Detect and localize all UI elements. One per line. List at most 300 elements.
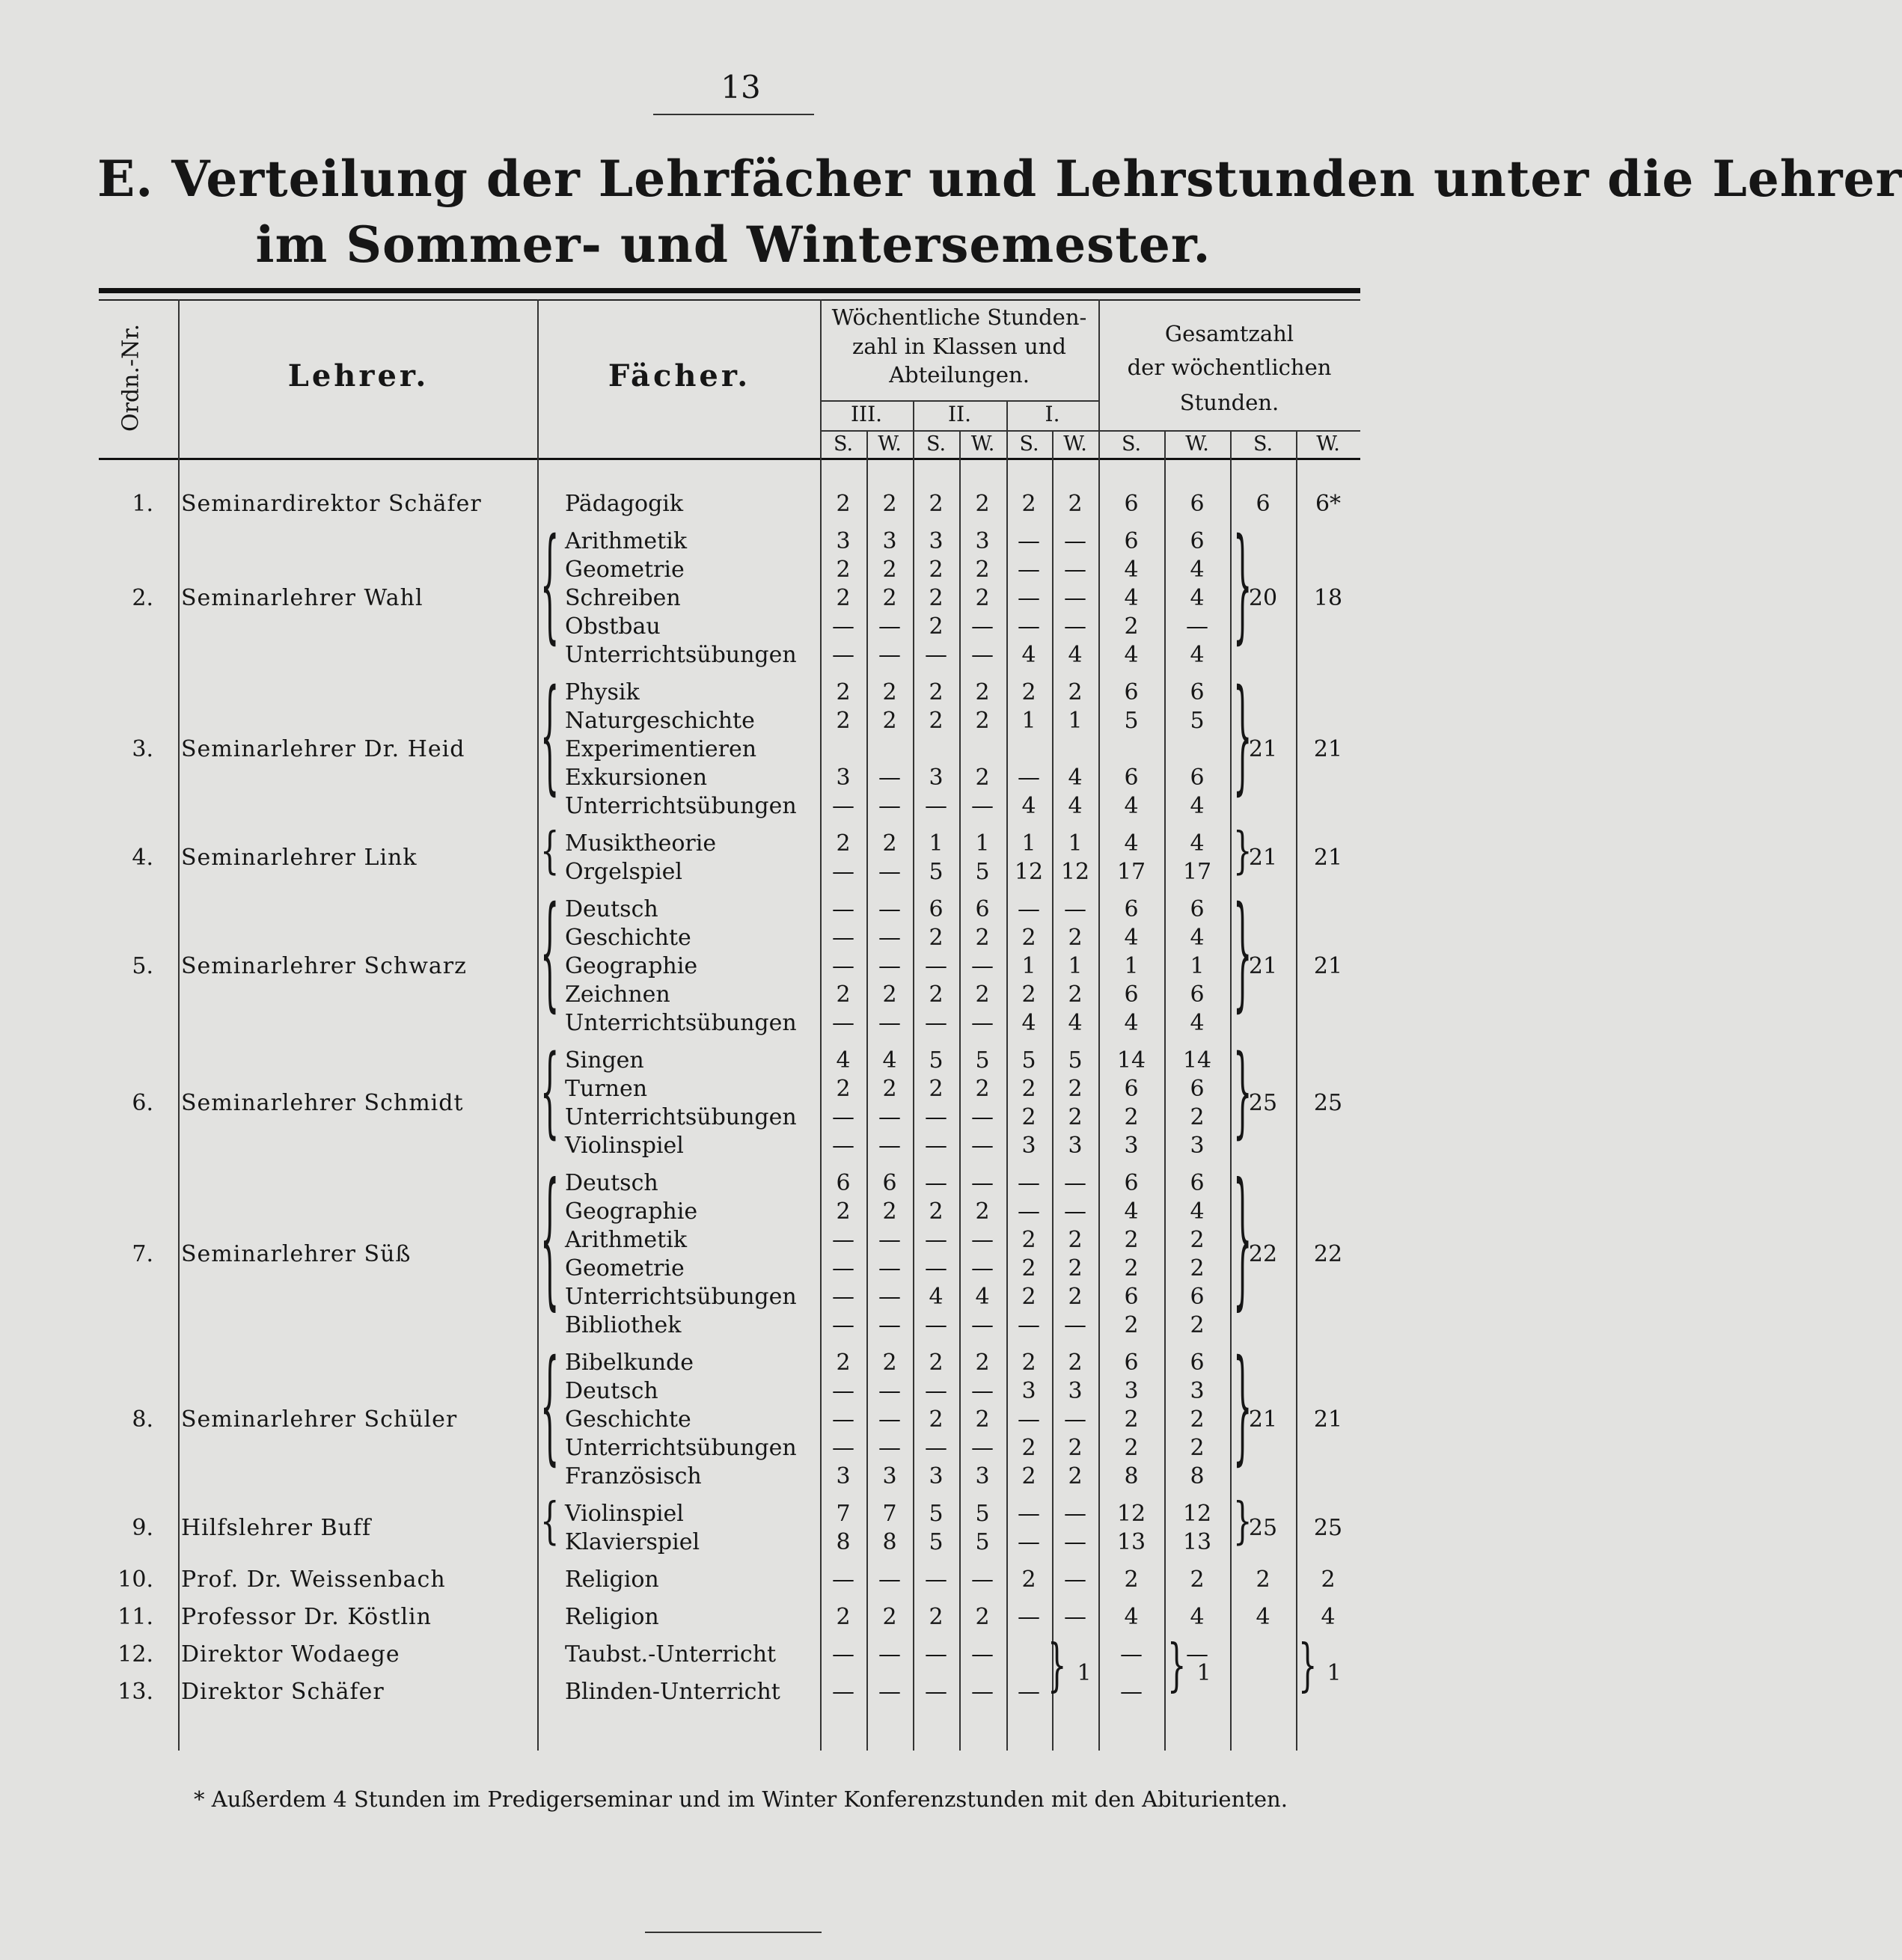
hours-value: — xyxy=(832,925,854,951)
subject-name: Französisch xyxy=(565,1463,702,1489)
hours-value: 2 xyxy=(975,679,990,705)
hours-value: — xyxy=(971,642,994,668)
hours-value: — xyxy=(878,1435,901,1461)
subject-name: Unterrichtsübungen xyxy=(565,1284,797,1310)
subject-name: Zeichnen xyxy=(565,981,670,1008)
hours-value: — xyxy=(925,1567,947,1593)
total-winter: 18 xyxy=(1313,585,1343,611)
hours-value: 4 xyxy=(1190,925,1205,951)
hours-value: 6 xyxy=(1124,1076,1139,1102)
teacher-name: Seminarlehrer Schmidt xyxy=(181,1090,464,1116)
hours-value: 5 xyxy=(929,1047,944,1074)
hours-value: — xyxy=(925,1641,947,1667)
teacher-name: Direktor Wodaege xyxy=(181,1641,400,1667)
total-sommer: 21 xyxy=(1248,953,1278,979)
hours-value: — xyxy=(832,793,854,819)
ordinal-number: 13. xyxy=(117,1679,153,1705)
hours-value: — xyxy=(878,1567,901,1593)
subject-name: Bibliothek xyxy=(565,1312,682,1338)
header-sommer: S. xyxy=(926,432,947,456)
hours-value: 6 xyxy=(1190,679,1205,705)
hours-value: — xyxy=(1064,1567,1086,1593)
subject-name: Klavierspiel xyxy=(565,1529,700,1555)
hours-value: 3 xyxy=(1068,1133,1083,1159)
hours-value: — xyxy=(832,1435,854,1461)
total-winter: 22 xyxy=(1313,1241,1343,1267)
hours-value: — xyxy=(971,1133,994,1159)
hours-value: 2 xyxy=(1190,1567,1205,1593)
right-brace: } xyxy=(1233,1036,1253,1150)
hours-value: 2 xyxy=(836,679,851,705)
hours-value: — xyxy=(878,1378,901,1404)
teacher-name: Direktor Schäfer xyxy=(181,1679,385,1705)
hours-value: 6 xyxy=(1124,1284,1139,1310)
hours-value: — xyxy=(971,1255,994,1281)
hours-value: 17 xyxy=(1182,859,1212,885)
hours-value: 2 xyxy=(1021,981,1036,1008)
hours-value: 3 xyxy=(1021,1378,1036,1404)
hours-value: — xyxy=(1018,896,1040,922)
hours-value: 2 xyxy=(929,679,944,705)
subject-name: Geometrie xyxy=(565,1255,685,1281)
hours-value: — xyxy=(1018,1529,1040,1555)
total-sommer: 25 xyxy=(1248,1515,1278,1541)
hours-value: 5 xyxy=(1124,708,1139,734)
hours-value: — xyxy=(971,1435,994,1461)
left-brace: { xyxy=(540,1155,560,1326)
hours-value: — xyxy=(878,642,901,668)
left-brace: { xyxy=(540,666,560,809)
hours-value: 4 xyxy=(1190,585,1205,611)
hours-value: 3 xyxy=(929,765,944,791)
hours-value: — xyxy=(878,1010,901,1036)
teacher-name: Seminarlehrer Link xyxy=(181,845,418,871)
hours-value: 2 xyxy=(1124,1104,1139,1130)
hours-value: 4 xyxy=(1021,793,1036,819)
hours-value: 14 xyxy=(1116,1047,1146,1074)
subject-name: Obstbau xyxy=(565,613,661,640)
hours-value: 6 xyxy=(1124,1350,1139,1376)
hours-value: 5 xyxy=(1068,1047,1083,1074)
hours-value: 2 xyxy=(1021,1227,1036,1253)
right-brace: } xyxy=(1233,1155,1253,1326)
subject-name: Blinden-Unterricht xyxy=(565,1679,780,1705)
hours-value: — xyxy=(832,1284,854,1310)
hours-value: — xyxy=(832,1227,854,1253)
hours-value: — xyxy=(971,1227,994,1253)
hours-value: 1 xyxy=(1124,953,1139,979)
hours-value: — xyxy=(971,1641,994,1667)
table-top-thick-rule xyxy=(99,288,1360,293)
hours-value: 6 xyxy=(1124,896,1139,922)
total-winter: 25 xyxy=(1313,1515,1343,1541)
right-brace: } xyxy=(1048,1633,1067,1699)
hours-value: 6 xyxy=(1190,1284,1205,1310)
hours-value: — xyxy=(1064,1529,1086,1555)
hours-value: — xyxy=(1018,557,1040,583)
total-sommer: 22 xyxy=(1248,1241,1278,1267)
hours-value: 2 xyxy=(1124,1312,1139,1338)
left-brace: { xyxy=(540,823,560,880)
hours-value: — xyxy=(971,1567,994,1593)
hours-value: 2 xyxy=(1021,1463,1036,1489)
hours-value: 6 xyxy=(1190,528,1205,554)
hours-value: 2 xyxy=(1021,1284,1036,1310)
hours-value: — xyxy=(925,1378,947,1404)
hours-value: — xyxy=(925,1010,947,1036)
total-sommer: 25 xyxy=(1248,1090,1278,1116)
hours-value: — xyxy=(832,613,854,640)
teacher-name: Seminarlehrer Schwarz xyxy=(181,953,467,979)
hours-value: 2 xyxy=(1068,1255,1083,1281)
hours-value: — xyxy=(878,896,901,922)
hours-value: 2 xyxy=(929,491,944,517)
total-sommer: 21 xyxy=(1248,845,1278,871)
hours-value: 2 xyxy=(1068,1104,1083,1130)
teacher-name: Seminarlehrer Süß xyxy=(181,1241,412,1267)
hours-value: 2 xyxy=(975,925,990,951)
ordinal-number: 11. xyxy=(117,1604,153,1630)
hours-value: 5 xyxy=(1021,1047,1036,1074)
hours-value: 4 xyxy=(1124,793,1139,819)
hours-value: — xyxy=(878,793,901,819)
hours-value: 2 xyxy=(1124,1567,1139,1593)
hours-value: — xyxy=(1064,557,1086,583)
header-winter: W. xyxy=(878,432,902,456)
header-winter: W. xyxy=(1185,432,1209,456)
hours-value: 2 xyxy=(975,708,990,734)
subject-name: Religion xyxy=(565,1604,659,1630)
right-brace: } xyxy=(1298,1633,1318,1699)
hours-value: — xyxy=(971,1378,994,1404)
hours-value: — xyxy=(1120,1641,1143,1667)
subject-name: Religion xyxy=(565,1567,659,1593)
hours-value: — xyxy=(878,1406,901,1433)
hours-value: 2 xyxy=(975,1406,990,1433)
total-winter: 4 xyxy=(1321,1604,1336,1630)
header-class-ii: II. xyxy=(947,402,972,426)
header-faecher: Fächer. xyxy=(608,358,751,393)
hours-value: 4 xyxy=(1190,830,1205,857)
hours-value: 2 xyxy=(836,585,851,611)
total-sommer: 6 xyxy=(1256,491,1270,517)
hours-value: — xyxy=(925,1435,947,1461)
hours-value: — xyxy=(1064,528,1086,554)
hours-value: 2 xyxy=(1190,1406,1205,1433)
hours-value: 2 xyxy=(882,679,897,705)
hours-value: — xyxy=(1018,1406,1040,1433)
hours-value: 1 xyxy=(1021,953,1036,979)
header-winter: W. xyxy=(970,432,995,456)
hours-value: 4 xyxy=(1190,557,1205,583)
hours-value: 2 xyxy=(929,1350,944,1376)
hours-value: — xyxy=(1064,896,1086,922)
total-sommer: 20 xyxy=(1248,585,1278,611)
table-top-thin-rule xyxy=(99,299,1360,301)
hours-value: 3 xyxy=(1124,1133,1139,1159)
title-line-1: E. Verteilung der Lehrfächer und Lehrstunden unter die Lehrer xyxy=(97,150,1902,208)
subject-name: Experimentieren xyxy=(565,736,757,762)
hours-value: 5 xyxy=(975,859,990,885)
hours-value: — xyxy=(925,1133,947,1159)
hours-value: 3 xyxy=(1021,1133,1036,1159)
hours-value: — xyxy=(1018,1198,1040,1225)
hours-value: 3 xyxy=(975,528,990,554)
col-divider xyxy=(178,299,180,1751)
hours-value: 6 xyxy=(882,1170,897,1196)
hours-value: 2 xyxy=(1190,1255,1205,1281)
hours-value: — xyxy=(878,613,901,640)
hours-value: — xyxy=(832,1010,854,1036)
hours-value: 4 xyxy=(1190,793,1205,819)
header-bottom-rule xyxy=(99,458,1360,460)
hours-value: 5 xyxy=(975,1529,990,1555)
hours-value: — xyxy=(832,1378,854,1404)
hours-value: 2 xyxy=(882,1604,897,1630)
subject-name: Unterrichtsübungen xyxy=(565,642,797,668)
ordinal-number: 2. xyxy=(132,585,153,611)
hours-value: 4 xyxy=(1021,642,1036,668)
hours-value: 4 xyxy=(1124,585,1139,611)
hours-value: 6 xyxy=(1190,981,1205,1008)
hours-value: 6 xyxy=(929,896,944,922)
subject-name: Deutsch xyxy=(565,896,658,922)
hours-value: 1 xyxy=(1021,830,1036,857)
hours-value: 2 xyxy=(975,765,990,791)
ordinal-number: 1. xyxy=(132,491,153,517)
subject-name: Violinspiel xyxy=(565,1133,684,1159)
teacher-name: Seminarlehrer Schüler xyxy=(181,1406,458,1433)
hours-value: 6 xyxy=(1124,765,1139,791)
hours-value: — xyxy=(878,1679,901,1705)
total-winter: 21 xyxy=(1313,953,1343,979)
hours-value: 3 xyxy=(929,528,944,554)
hours-value: — xyxy=(1120,1679,1143,1705)
hours-value: 2 xyxy=(1021,1104,1036,1130)
hours-value: — xyxy=(925,1679,947,1705)
subject-name: Geographie xyxy=(565,953,698,979)
bottom-ornament-rule xyxy=(645,1932,822,1933)
total-winter: 6* xyxy=(1315,491,1342,517)
hours-value: 4 xyxy=(1124,830,1139,857)
hours-value: 2 xyxy=(929,613,944,640)
hours-value: 5 xyxy=(1190,708,1205,734)
hours-value: 2 xyxy=(929,585,944,611)
hours-value: — xyxy=(925,1104,947,1130)
header-weekly-1: Wöchentliche Stunden- xyxy=(831,304,1087,330)
left-brace: { xyxy=(540,1493,560,1550)
subject-name: Geschichte xyxy=(565,1406,691,1433)
hours-value: 2 xyxy=(929,1198,944,1225)
header-total-3: Stunden. xyxy=(1179,390,1279,415)
total-winter: 21 xyxy=(1313,1406,1343,1433)
ordinal-number: 6. xyxy=(132,1090,153,1116)
subject-name: Exkursionen xyxy=(565,765,708,791)
hours-value: 3 xyxy=(882,1463,897,1489)
hours-value: 2 xyxy=(975,1198,990,1225)
ordinal-number: 8. xyxy=(132,1406,153,1433)
right-brace: } xyxy=(1167,1633,1187,1699)
hours-value: 3 xyxy=(929,1463,944,1489)
right-brace: } xyxy=(1233,1336,1253,1479)
teacher-name: Seminardirektor Schäfer xyxy=(181,491,482,517)
hours-value: 2 xyxy=(929,1076,944,1102)
subject-name: Pädagogik xyxy=(565,491,684,517)
hours-value: 3 xyxy=(836,765,851,791)
total-winter: 2 xyxy=(1321,1567,1336,1593)
hours-value: 4 xyxy=(929,1284,944,1310)
hours-value: 7 xyxy=(882,1501,897,1527)
hours-value: 6 xyxy=(1190,491,1205,517)
hours-value: 2 xyxy=(929,1406,944,1433)
hours-value: 2 xyxy=(929,981,944,1008)
hours-value: 6 xyxy=(975,896,990,922)
hours-value: 2 xyxy=(836,491,851,517)
hours-value: — xyxy=(1064,1604,1086,1630)
hours-value: — xyxy=(925,1255,947,1281)
hours-value: 2 xyxy=(1124,1227,1139,1253)
hours-value: — xyxy=(832,896,854,922)
hours-value: — xyxy=(878,1255,901,1281)
hours-value: 4 xyxy=(1068,765,1083,791)
hours-value: 6 xyxy=(1124,679,1139,705)
right-brace: } xyxy=(1233,515,1253,658)
hours-value: 2 xyxy=(1068,925,1083,951)
hours-value: 5 xyxy=(975,1501,990,1527)
header-sommer: S. xyxy=(833,432,854,456)
total-winter: 25 xyxy=(1313,1090,1343,1116)
header-sommer: S. xyxy=(1121,432,1142,456)
hours-value: 6 xyxy=(1190,1170,1205,1196)
right-brace: } xyxy=(1233,1493,1253,1550)
hours-value: 2 xyxy=(1021,925,1036,951)
hours-value: — xyxy=(925,793,947,819)
hours-value: 2 xyxy=(882,1076,897,1102)
hours-value: — xyxy=(1064,1406,1086,1433)
hours-value: — xyxy=(971,953,994,979)
subject-name: Arithmetik xyxy=(565,528,688,554)
hours-value: 6 xyxy=(836,1170,851,1196)
hours-value: — xyxy=(1064,585,1086,611)
subject-name: Geschichte xyxy=(565,925,691,951)
hours-value: 1 xyxy=(1068,830,1083,857)
hours-value: 2 xyxy=(1021,1350,1036,1376)
hours-value: 2 xyxy=(882,1350,897,1376)
hours-value: — xyxy=(832,1641,854,1667)
header-weekly-3: Abteilungen. xyxy=(889,362,1030,388)
hours-value: 4 xyxy=(1124,925,1139,951)
subject-name: Unterrichtsübungen xyxy=(565,1435,797,1461)
subject-name: Violinspiel xyxy=(565,1501,684,1527)
hours-value: 2 xyxy=(1190,1312,1205,1338)
hours-value: 8 xyxy=(1190,1463,1205,1489)
ordinal-number: 10. xyxy=(117,1567,153,1593)
hours-value: — xyxy=(878,1227,901,1253)
hours-value: — xyxy=(971,793,994,819)
hours-value: — xyxy=(1064,1312,1086,1338)
subject-name: Deutsch xyxy=(565,1378,658,1404)
header-ordn-nr: Ordn.-Nr. xyxy=(117,324,144,432)
hours-value: — xyxy=(1018,1170,1040,1196)
hours-value: — xyxy=(925,1227,947,1253)
hours-value: 8 xyxy=(882,1529,897,1555)
hours-value: 12 xyxy=(1116,1501,1146,1527)
hours-value: — xyxy=(1018,1501,1040,1527)
hours-value: — xyxy=(832,953,854,979)
hours-value: 2 xyxy=(1021,1435,1036,1461)
ordinal-number: 12. xyxy=(117,1641,153,1667)
header-winter: W. xyxy=(1063,432,1087,456)
ordinal-number: 7. xyxy=(132,1241,153,1267)
hours-value: — xyxy=(832,859,854,885)
hours-value: 2 xyxy=(1190,1104,1205,1130)
total-sommer: 21 xyxy=(1248,1406,1278,1433)
hours-value: 3 xyxy=(1190,1378,1205,1404)
hours-value: 2 xyxy=(882,491,897,517)
hours-value: 5 xyxy=(929,1529,944,1555)
hours-value: 4 xyxy=(1068,793,1083,819)
hours-value: — xyxy=(878,953,901,979)
hours-value: — xyxy=(1186,613,1208,640)
hours-value: — xyxy=(878,765,901,791)
total-sommer: 21 xyxy=(1248,736,1278,762)
hours-value: — xyxy=(832,1255,854,1281)
hours-value: 2 xyxy=(1068,491,1083,517)
subject-name: Unterrichtsübungen xyxy=(565,793,797,819)
subject-name: Bibelkunde xyxy=(565,1350,694,1376)
total-sommer: 2 xyxy=(1256,1567,1270,1593)
hours-value: 4 xyxy=(1190,1198,1205,1225)
hours-value: 2 xyxy=(836,557,851,583)
hours-value: 4 xyxy=(975,1284,990,1310)
hours-value: 1 xyxy=(1190,953,1205,979)
hours-value: 4 xyxy=(1190,1604,1205,1630)
teacher-name: Prof. Dr. Weissenbach xyxy=(181,1567,446,1593)
hours-value: 2 xyxy=(975,1076,990,1102)
hours-value: — xyxy=(1018,765,1040,791)
hours-value: 4 xyxy=(1124,557,1139,583)
hours-value: 2 xyxy=(836,1076,851,1102)
hours-value: 6 xyxy=(1124,1170,1139,1196)
hours-value: 2 xyxy=(929,1604,944,1630)
hours-value: — xyxy=(878,1312,901,1338)
hours-value: — xyxy=(878,1133,901,1159)
hours-value: 2 xyxy=(882,981,897,1008)
hours-value: 17 xyxy=(1116,859,1146,885)
hours-value: — xyxy=(1186,1641,1208,1667)
subject-name: Taubst.-Unterricht xyxy=(565,1641,777,1667)
hours-value: 3 xyxy=(1068,1378,1083,1404)
class-i-shared-hours: 1 xyxy=(1077,1660,1092,1686)
hours-value: 1 xyxy=(975,830,990,857)
hours-value: — xyxy=(878,859,901,885)
hours-value: 2 xyxy=(1021,1076,1036,1102)
hours-value: 2 xyxy=(1068,1076,1083,1102)
hours-value: 6 xyxy=(1124,491,1139,517)
teacher-name: Seminarlehrer Wahl xyxy=(181,585,423,611)
hours-value: — xyxy=(971,613,994,640)
header-lehrer: Lehrer. xyxy=(287,358,429,393)
hours-value: 4 xyxy=(1021,1010,1036,1036)
hours-value: 2 xyxy=(836,1350,851,1376)
subject-name: Schreiben xyxy=(565,585,681,611)
ordinal-number: 4. xyxy=(132,845,153,871)
hours-value: 2 xyxy=(1190,1435,1205,1461)
hours-value: 4 xyxy=(1124,1604,1139,1630)
hours-value: — xyxy=(832,1104,854,1130)
header-class-iii: III. xyxy=(850,402,883,426)
hours-value: 4 xyxy=(1124,642,1139,668)
